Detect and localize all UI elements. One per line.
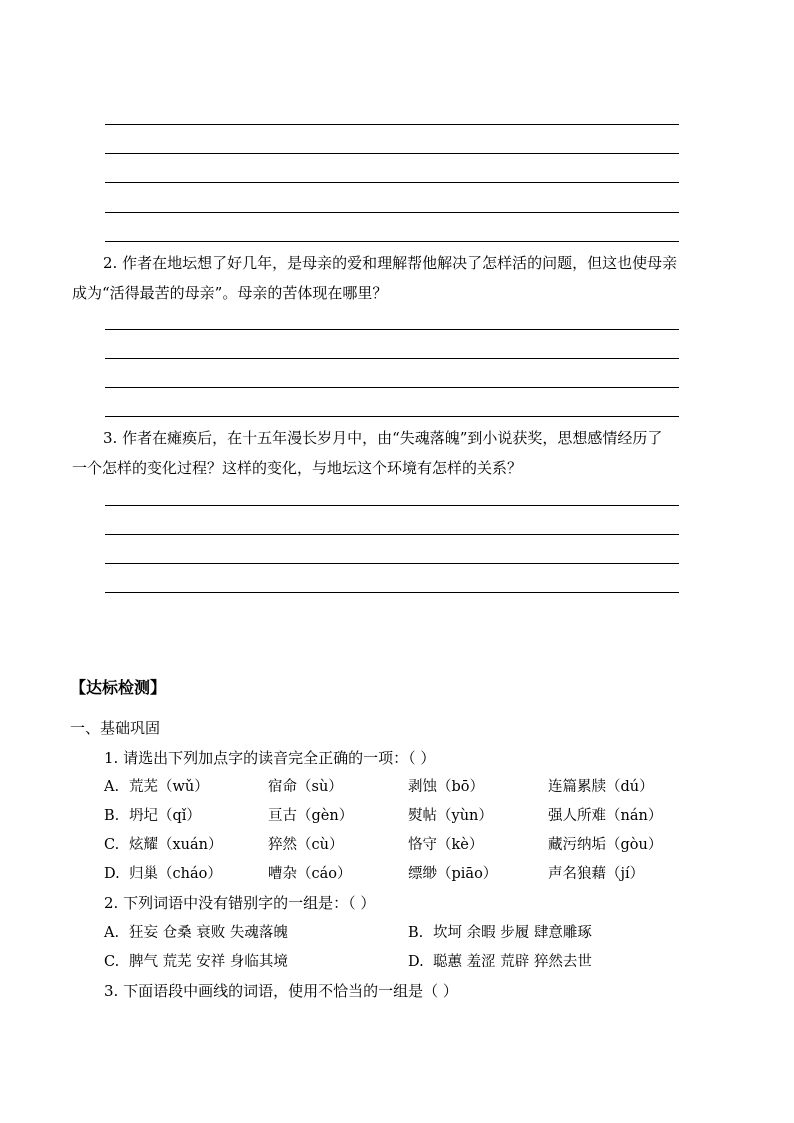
question-3-line-1: 3. 作者在瘫痪后，在十五年漫长岁月中，由“失魂落魄”到小说获奖，思想感情经历了 — [103, 429, 663, 447]
question-3-line-2: 一个怎样的变化过程？这样的变化，与地坛这个环境有怎样的关系？ — [72, 459, 523, 477]
option-item: 坍圮（qǐ） — [129, 808, 201, 824]
question-2-line-2: 成为“活得最苦的母亲”。母亲的苦体现在哪里？ — [72, 284, 388, 302]
option-letter: D. — [104, 866, 120, 882]
question-2-line-1: 2. 作者在地坛想了好几年，是母亲的爱和理解帮他解决了怎样活的问题，但这也使母亲 — [103, 254, 678, 272]
option-item: 声名狼藉（jí） — [548, 866, 645, 882]
question-stem: 2. 下列词语中没有错别字的一组是：（ ） — [104, 894, 376, 912]
option-item: 聪蕙 羞涩 荒辟 猝然去世 — [433, 954, 592, 970]
option-item: 嘈杂（cáo） — [268, 866, 352, 882]
option-item: 猝然（cù） — [268, 837, 344, 853]
option-item: 炫耀（xuán） — [129, 837, 223, 853]
option-item: 缥缈（piāo） — [408, 866, 498, 882]
question-stem: 3. 下面语段中画线的词语，使用不恰当的一组是（ ） — [104, 982, 458, 1000]
section-title: 【达标检测】 — [70, 678, 167, 697]
option-item: 剥蚀（bō） — [408, 779, 485, 795]
answer-line — [105, 212, 679, 213]
answer-line — [105, 182, 679, 183]
answer-line — [105, 416, 679, 417]
option-item: 宿命（sù） — [268, 779, 343, 795]
answer-line — [105, 505, 679, 506]
answer-line — [105, 563, 679, 564]
option-letter: C. — [104, 954, 120, 970]
option-letter: A. — [104, 925, 120, 941]
option-item: 亘古（gèn） — [268, 808, 354, 824]
option-letter: A. — [104, 779, 120, 795]
section-subtitle: 一、基础巩固 — [70, 719, 161, 737]
option-letter: B. — [104, 808, 120, 824]
answer-line — [105, 329, 679, 330]
answer-line — [105, 592, 679, 593]
option-item: 熨帖（yùn） — [408, 808, 493, 824]
answer-line — [105, 358, 679, 359]
option-item: 恪守（kè） — [408, 837, 484, 853]
answer-line — [105, 534, 679, 535]
answer-line — [105, 387, 679, 388]
option-item: 归巢（cháo） — [129, 866, 222, 882]
option-item: 脾气 荒芜 安祥 身临其境 — [129, 954, 288, 970]
option-item: 藏污纳垢（gòu） — [548, 837, 663, 853]
answer-line — [105, 241, 679, 242]
option-item: 荒芜（wǔ） — [129, 779, 209, 795]
option-letter: C. — [104, 837, 120, 853]
option-item: 坎坷 余暇 步履 肆意雕琢 — [433, 925, 592, 941]
answer-line — [105, 124, 679, 125]
option-item: 连篇累牍（dú） — [548, 779, 654, 795]
answer-line — [105, 153, 679, 154]
question-stem: 1. 请选出下列加点字的读音完全正确的一项：（ ） — [104, 749, 436, 767]
option-item: 狂妄 仓桑 衰败 失魂落魄 — [129, 925, 288, 941]
option-item: 强人所难（nán） — [548, 808, 663, 824]
option-letter: D. — [408, 954, 424, 970]
option-letter: B. — [408, 925, 424, 941]
